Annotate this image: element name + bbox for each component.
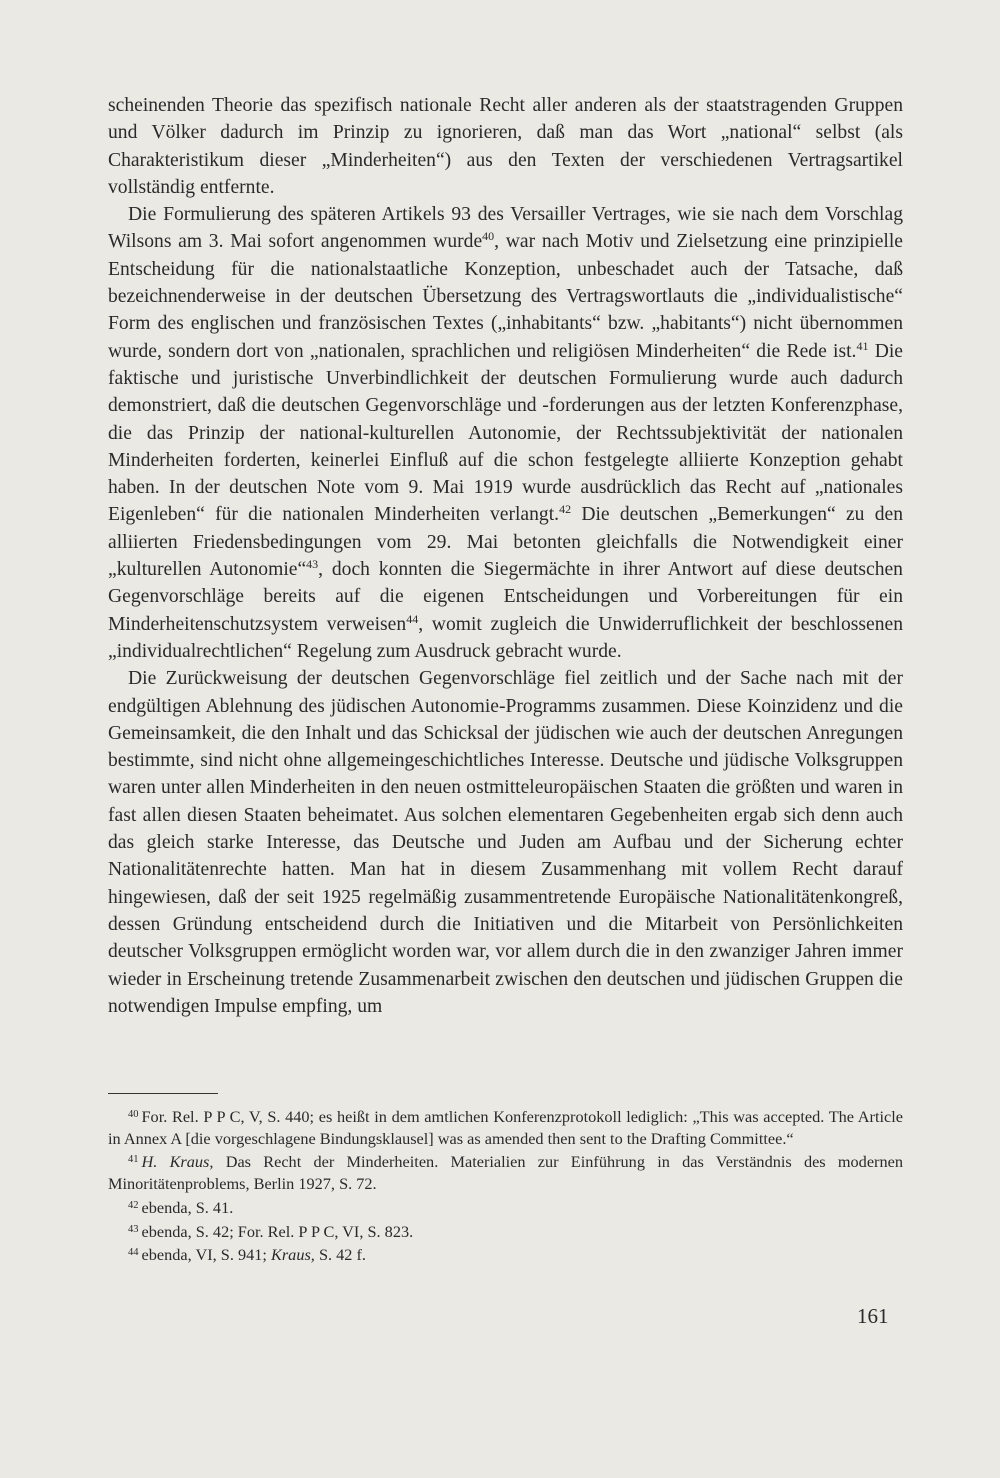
footnote-number: 42 <box>128 1199 139 1211</box>
footnote <box>108 1151 903 1194</box>
footnote-reference: 41 <box>856 338 869 353</box>
page-number: 161 <box>857 1304 889 1328</box>
footnotes <box>108 1106 903 1268</box>
text-run: ebenda, S. 41. <box>141 1197 234 1217</box>
text-run: For. Rel. P P C, V, S. 440; es heißt in dem amtlichen Konferenzprotokoll lediglich: „This was accepted. The Article in Annex A [die vorgeschlagene Bindungsklausel] was as amended then sent to the Drafting Committee.“ <box>108 1107 903 1148</box>
text-run: ebenda, VI, S. 941; <box>141 1245 271 1265</box>
paragraph <box>108 201 903 665</box>
italic-text: Kraus, <box>270 1245 315 1265</box>
text-run: Das Recht der Minderheiten. Materialien zur Einführung in das Verständnis des modernen Minoritätenproblems, Berlin 1927, S. 72. <box>108 1152 903 1194</box>
italic-text: H. Kraus, <box>141 1152 214 1172</box>
footnote-reference: 44 <box>406 611 419 626</box>
text-run: , war nach Motiv und Zielsetzung eine prinzipielle Entscheidung für die nationalstaatliche Konzeption, unbeschadet auch der Tatsache, daß bezeichnenderweise in der deutschen Übersetzung des Vertragswortlauts die „individualistische“ Form des englischen und französischen Textes („inhabitants“ bzw. „habitants“) nicht übernommen wurde, sondern dort von „nationalen, sprachlichen und religiösen Minderheiten“ die Rede ist. <box>108 231 903 362</box>
footnote-number: 44 <box>128 1247 139 1259</box>
footnote-reference: 43 <box>306 557 319 572</box>
footnote-number: 41 <box>128 1154 139 1166</box>
text-run: S. 42 f. <box>314 1245 366 1265</box>
footnote <box>108 1221 903 1243</box>
text-run: , womit zugleich die Unwiderruflichkeit der beschlossenen „individualrechtlichen“ Regelung zum Ausdruck gebracht wurde. <box>108 613 903 662</box>
footnote-separator <box>108 1093 218 1094</box>
text-run: , doch konnten die Siegermächte in ihrer Antwort auf diese deutschen Gegenvorschläge bereits auf die eigenen Entscheidungen und Vorbereitungen für ein Minderheitenschutzsystem verweisen <box>108 559 903 635</box>
text-run: Die deutschen „Bemerkungen“ zu den alliierten Friedensbedingungen vom 29. Mai betonten gleichfalls die Notwendigkeit einer „kulturellen Autonomie“ <box>108 504 903 581</box>
text-run: ebenda, S. 42; For. Rel. P P C, VI, S. 823. <box>141 1221 414 1241</box>
footnote-number: 40 <box>128 1109 139 1120</box>
footnote <box>108 1244 903 1266</box>
footnote-reference: 40 <box>482 229 495 244</box>
text-run: Die Formulierung des späteren Artikels 93 des Versailler Vertrages, wie sie nach dem Vorschlag Wilsons am 3. Mai sofort angenommen wurde <box>108 204 903 253</box>
body-text <box>108 92 903 1020</box>
text-run: scheinenden Theorie das spezifisch nationale Recht aller anderen als der staatstragenden Gruppen und Völker dadurch im Prinzip zu ignorieren, daß man das Wort „national“ selbst (als Charakteristikum dieser „Minderheiten“) aus den Texten der verschiedenen Vertragsartikel vollständig entfernte. <box>108 95 903 198</box>
text-run: Die Zurückweisung der deutschen Gegenvorschläge fiel zeitlich und der Sache nach mit der endgültigen Ablehnung des jüdischen Autonomie-Programms zusammen. Diese Koinzidenz und die Gemeinsamkeit, die den Inhalt und das Schicksal der jüdischen wie auch der deutschen Anregungen bestimmte, sind nicht ohne allgemeingeschichtliches Interesse. Deutsche und jüdische Volksgruppen waren unter allen Minderheiten in den neuen ostmitteleuropäischen Staaten die größten und waren in fast allen diesen Staaten beheimatet. Aus solchen elementaren Gegebenheiten ergab sich denn auch das gleich starke Interesse, das Deutsche und Juden am Aufbau und der Sicherung echter Nationalitätenrechte hatten. Man hat in diesem Zusammenhang mit vollem Recht darauf hingewiesen, daß der seit 1925 regelmäßig zusammentretende Europäische Nationalitätenkongreß, dessen Gründung entscheidend durch die Initiativen und die Mitarbeit von Persönlichkeiten deutscher Volksgruppen ermöglicht worden war, vor allem durch die in den zwanziger Jahren immer wieder in Erscheinung tretende Zusammenarbeit zwischen den deutschen und jüdischen Gruppen die notwendigen Impulse empfing, um <box>108 668 903 1017</box>
paragraph <box>108 665 903 1020</box>
paragraph <box>108 92 903 201</box>
footnote-number: 43 <box>128 1223 139 1235</box>
text-run: Die faktische und juristische Unverbindlichkeit der deutschen Formulierung wurde auch dadurch demonstriert, daß die deutschen Gegenvorschläge und -forderungen aus der letzten Konferenzphase, die das Prinzip der national-kulturellen Autonomie, der Rechtssubjektivität der nationalen Minderheiten forderten, keinerlei Einfluß auf die schon festgelegte alliierte Konzeption gehabt haben. In der deutschen Note vom 9. Mai 1919 wurde ausdrücklich das Recht auf „nationales Eigenleben“ für die nationalen Minderheiten verlangt. <box>108 340 903 526</box>
footnote-reference: 42 <box>559 502 572 517</box>
footnote <box>108 1197 903 1219</box>
footnote <box>108 1106 903 1149</box>
